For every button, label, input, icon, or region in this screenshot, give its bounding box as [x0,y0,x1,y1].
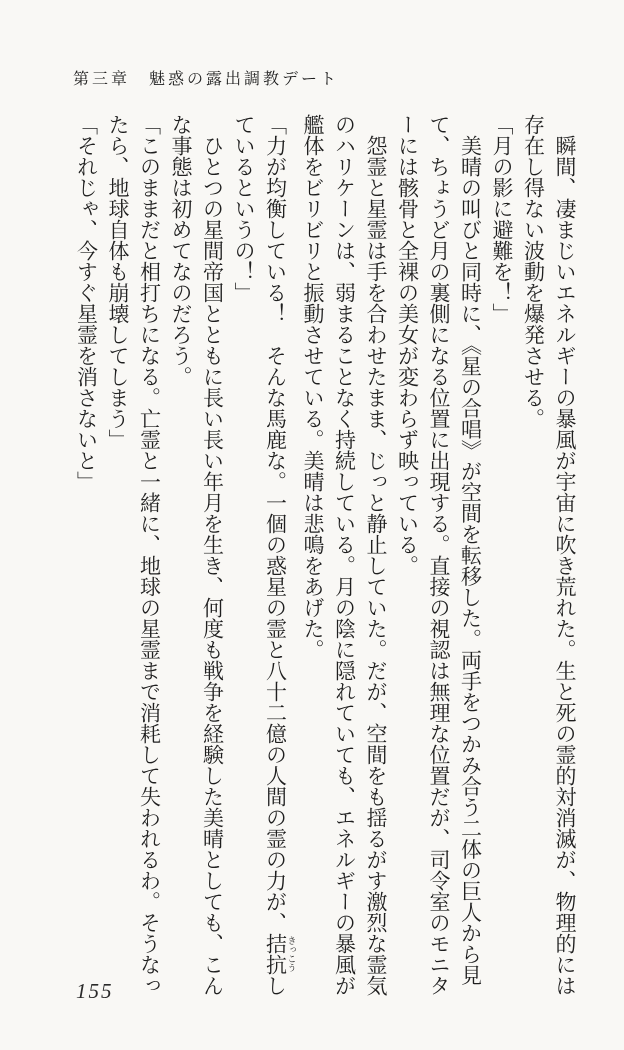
paragraph: 瞬間、凄まじいエネルギーの暴風が宇宙に吹き荒れた。生と死の霊的対消滅が、物理的には存在し得ない波動を爆発させる。 [521,114,577,996]
paragraph: ひとつの星間帝国とともに長い長い年月を生き、何度も戦争を経験した美晴としても、こんな事態は初めてなのだろう。 [169,114,225,996]
text-block [70,114,580,1002]
paragraph: 怨霊と星霊は手を合わせたまま、じっと静止していた。だが、空間をも揺るがす激烈な霊気のハリケーンは、弱まることなく持続している。月の陰に隠れていても、エネルギーの暴風が艦体をビリビリと振動させている。美晴は悲鳴をあげた。 [301,114,388,996]
chapter-header: 第三章 魅惑の露出調教デート [73,71,340,88]
paragraph: 美晴の叫びと同時に、《星の合唱》が空間を転移した。両手をつかみ合う二体の巨人から見て、ちょうど月の裏側になる位置に出現する。直接の視認は無理な位置だが、司令室のモニターには骸骨と全裸の美女が変わらず映っている。 [395,114,483,996]
paragraph: 「このままだと相打ちになる。亡霊と一緒に、地球の星霊まで消耗して失われるわ。そうなったら、地球自体も崩壊してしまう」 [106,114,162,996]
paragraph: 「月の影に避難を！」 [490,114,514,324]
page-number: 155 [76,979,114,1003]
paragraph: 「それじゃ、今すぐ星霊を消さないと」 [74,114,99,492]
furigana-term: 拮抗 きっこう [263,933,297,975]
paragraph: 「力が均衡している！ そんな馬鹿な。一個の惑星の霊と八十二億の人間の霊の力が、拮抗 きっこうしているというの！」 [232,114,297,996]
